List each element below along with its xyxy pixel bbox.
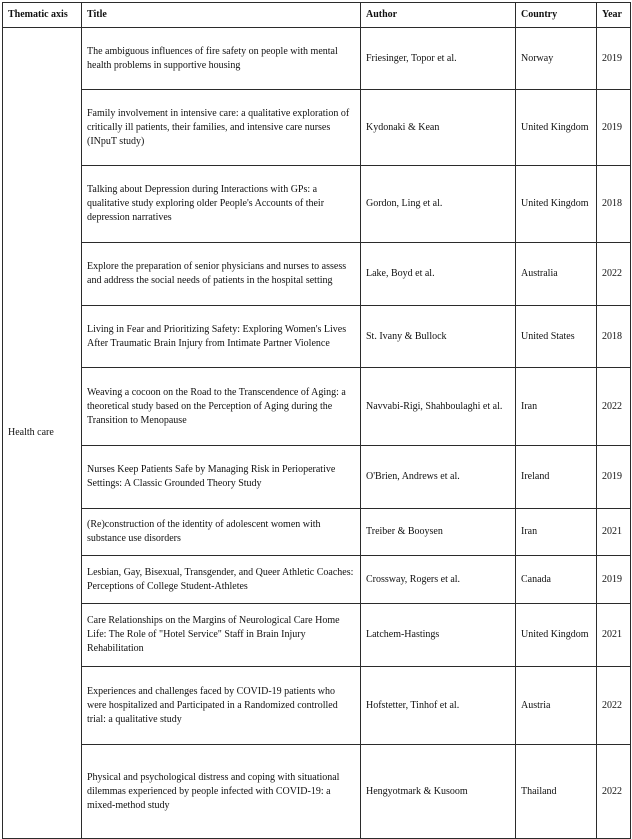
author-cell: Latchem-Hastings <box>361 604 516 667</box>
title-cell: The ambiguous influences of fire safety on people with mental health problems in supportive housing <box>82 28 361 90</box>
author-cell: Hofstetter, Tinhof et al. <box>361 667 516 745</box>
header-author: Author <box>361 3 516 28</box>
title-cell: Care Relationships on the Margins of Neurological Care Home Life: The Role of "Hotel Service" Staff in Brain Injury Rehabilitation <box>82 604 361 667</box>
country-cell: Austria <box>516 667 597 745</box>
author-cell: Friesinger, Topor et al. <box>361 28 516 90</box>
author-cell: St. Ivany & Bullock <box>361 306 516 368</box>
title-cell: Explore the preparation of senior physicians and nurses to assess and address the social needs of patients in the hospital setting <box>82 243 361 306</box>
author-cell: Gordon, Ling et al. <box>361 166 516 243</box>
year-cell: 2022 <box>597 243 631 306</box>
year-cell: 2022 <box>597 368 631 446</box>
country-cell: Thailand <box>516 745 597 839</box>
year-cell: 2019 <box>597 446 631 509</box>
country-cell: Iran <box>516 368 597 446</box>
author-cell: O'Brien, Andrews et al. <box>361 446 516 509</box>
table-row <box>3 306 631 368</box>
table-row <box>3 368 631 446</box>
author-cell: Crossway, Rogers et al. <box>361 556 516 604</box>
table-row <box>3 604 631 667</box>
author-cell: Treiber & Booysen <box>361 509 516 556</box>
header-country: Country <box>516 3 597 28</box>
table-row <box>3 166 631 243</box>
year-cell: 2019 <box>597 556 631 604</box>
year-cell: 2021 <box>597 509 631 556</box>
table-row <box>3 90 631 166</box>
year-cell: 2022 <box>597 745 631 839</box>
country-cell: United Kingdom <box>516 90 597 166</box>
title-cell: Lesbian, Gay, Bisexual, Transgender, and Queer Athletic Coaches: Perceptions of College Student-Athletes <box>82 556 361 604</box>
title-cell: Living in Fear and Prioritizing Safety: Exploring Women's Lives After Traumatic Brain Injury from Intimate Partner Violence <box>82 306 361 368</box>
title-cell: Nurses Keep Patients Safe by Managing Risk in Perioperative Settings: A Classic Grounded Theory Study <box>82 446 361 509</box>
table-row <box>3 28 631 90</box>
table-row <box>3 446 631 509</box>
year-cell: 2021 <box>597 604 631 667</box>
title-cell: Weaving a cocoon on the Road to the Transcendence of Aging: a theoretical study based on the Perception of Aging during the Transition to Menopause <box>82 368 361 446</box>
table-row <box>3 243 631 306</box>
title-cell: (Re)construction of the identity of adolescent women with substance use disorders <box>82 509 361 556</box>
year-cell: 2019 <box>597 90 631 166</box>
header-row <box>3 3 631 28</box>
table-row <box>3 745 631 839</box>
header-thematic-axis: Thematic axis <box>3 3 82 28</box>
year-cell: 2018 <box>597 166 631 243</box>
author-cell: Navvabi-Rigi, Shahboulaghi et al. <box>361 368 516 446</box>
table-row <box>3 509 631 556</box>
country-cell: Ireland <box>516 446 597 509</box>
country-cell: Australia <box>516 243 597 306</box>
thematic-axis-cell: Health care <box>3 28 82 839</box>
year-cell: 2018 <box>597 306 631 368</box>
country-cell: United States <box>516 306 597 368</box>
author-cell: Kydonaki & Kean <box>361 90 516 166</box>
table-row <box>3 556 631 604</box>
literature-table <box>2 2 631 839</box>
country-cell: Norway <box>516 28 597 90</box>
header-title: Title <box>82 3 361 28</box>
country-cell: United Kingdom <box>516 166 597 243</box>
country-cell: United Kingdom <box>516 604 597 667</box>
title-cell: Physical and psychological distress and coping with situational dilemmas experienced by people infected with COVID-19: a mixed-method study <box>82 745 361 839</box>
author-cell: Hengyotmark & Kusoom <box>361 745 516 839</box>
title-cell: Talking about Depression during Interactions with GPs: a qualitative study exploring older People's Accounts of their depression narratives <box>82 166 361 243</box>
header-year: Year <box>597 3 631 28</box>
author-cell: Lake, Boyd et al. <box>361 243 516 306</box>
country-cell: Iran <box>516 509 597 556</box>
title-cell: Family involvement in intensive care: a qualitative exploration of critically ill patients, their families, and intensive care nurses (INpuT study) <box>82 90 361 166</box>
year-cell: 2022 <box>597 667 631 745</box>
year-cell: 2019 <box>597 28 631 90</box>
title-cell: Experiences and challenges faced by COVID-19 patients who were hospitalized and Participated in a Randomized controlled trial: a qualitative study <box>82 667 361 745</box>
country-cell: Canada <box>516 556 597 604</box>
table-row <box>3 667 631 745</box>
